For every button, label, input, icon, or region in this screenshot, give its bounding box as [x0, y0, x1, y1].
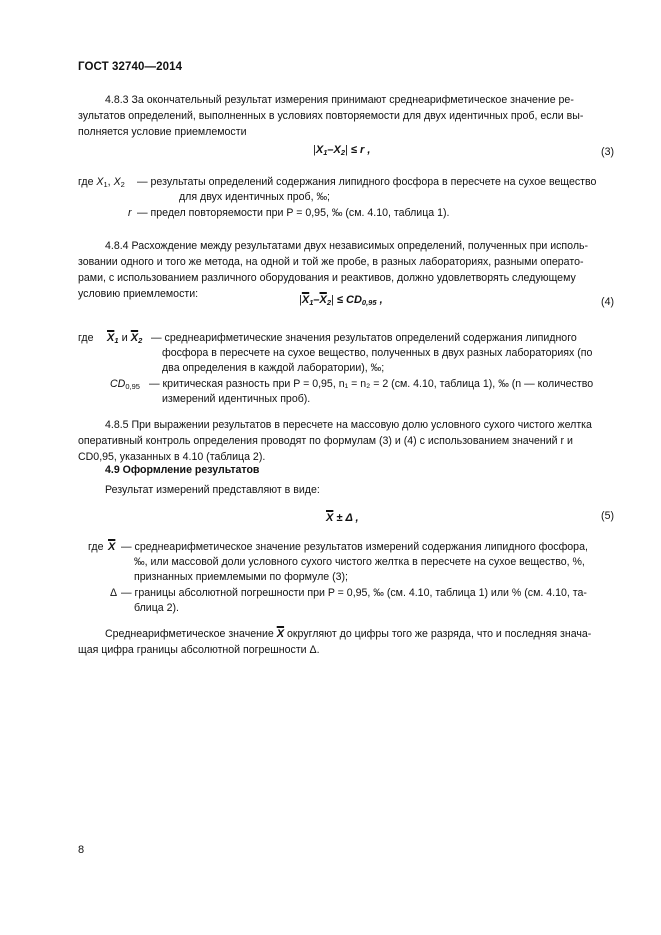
- text-line: CD0,95, указанных в 4.10 (таблица 2).: [78, 451, 266, 463]
- text-line: рами, с использованием различного оборудования и реактивов, должно удовлетворять следующему: [78, 272, 576, 284]
- text-line: 4.8.3 За окончательный результат измерения принимают среднеарифметическое значение ре-: [105, 94, 574, 106]
- definition-x-bar-cont: фосфора в пересчете на сухое вещество, полученных в двух разных лабораториях (по: [162, 347, 593, 359]
- text-line: зовании одного и того же метода, на одной и той же пробе, в разных лабораториях, разными операто-: [78, 256, 584, 268]
- definition-x-bar-result-cont: признанных приемлемыми по формуле (3);: [134, 571, 348, 583]
- where-lead-4: где: [78, 332, 94, 344]
- definition-x1-x2: — результаты определений содержания липидного фосфора в пересчете на сухое вещество: [137, 176, 597, 188]
- symbols-x1-x2-bar: $\overline{X}_1$ и $\overline{X}_2$: [107, 332, 143, 345]
- text-line: зультатов определений, выполненных в условиях повторяемости для двух идентичных проб, если вы-: [78, 110, 584, 122]
- symbol-r: r: [128, 207, 132, 219]
- formula-4: $|\overline{X}_1-\overline{X}_2| \le CD_{0,95}$ ,: [299, 294, 383, 307]
- section-title-4-9: 4.9 Оформление результатов: [105, 464, 260, 476]
- formula-5: $\overline{X} \pm \Delta$ ,: [326, 512, 359, 524]
- final-paragraph-line-2: щая цифра границы абсолютной погрешности Δ.: [78, 644, 320, 656]
- definition-x-bar-result-cont: ‰, или массовой доли условного сухого чистого желтка в пересчете на сухое вещество, %,: [134, 556, 585, 568]
- text-line: полняется условие приемлемости: [78, 126, 247, 138]
- definition-delta-cont: блица 2).: [134, 602, 179, 614]
- page-number: 8: [78, 844, 85, 856]
- symbol-cd: $CD_{0,95}$: [110, 378, 140, 391]
- symbol-x-bar: $\overline{X}$: [108, 541, 116, 553]
- equation-number-3: (3): [601, 146, 614, 158]
- definition-cd-cont: измерений идентичных проб).: [162, 393, 311, 405]
- text-line: 4.8.5 При выражении результатов в пересчете на массовую долю условного сухого чистого желтка: [105, 419, 592, 431]
- symbol-x-bar-inline: $\overline{X}$: [276, 628, 285, 640]
- equation-number-4: (4): [601, 296, 614, 308]
- final-paragraph-line-1: Среднеарифметическое значение $\overline{X}$ округляют до цифры того же разряда, что и последняя знача-: [105, 628, 592, 640]
- paragraph-4-8-4: [78, 238, 614, 302]
- definition-x-bar-result: — среднеарифметическое значение результатов измерений содержания липидного фосфора,: [121, 541, 588, 553]
- paragraph-4-8-5: [78, 417, 614, 465]
- definition-x-bar: — среднеарифметические значения результатов определений содержания липидного: [151, 332, 577, 344]
- definition-x-bar-cont: два определения в каждой лаборатории), ‰;: [162, 362, 385, 374]
- text-line: условию приемлемости:: [78, 288, 199, 300]
- text-line: 4.8.4 Расхождение между результатами двух независимых определений, полученных при исполь-: [105, 240, 589, 252]
- where-lead-3: где $X_1$, $X_2$: [78, 176, 125, 189]
- definition-delta: — границы абсолютной погрешности при P = 0,95, ‰ (см. 4.10, таблица 1) или % (см. 4.10, та-: [121, 587, 587, 599]
- definition-cd: — критическая разность при P = 0,95, n₁ = n₂ = 2 (см. 4.10, таблица 1), ‰ (n — количество: [149, 378, 594, 390]
- definition-r: — предел повторяемости при P = 0,95, ‰ (см. 4.10, таблица 1).: [137, 207, 450, 219]
- formula-3: $|X_1-X_2| \le r$ ,: [313, 144, 371, 157]
- definition-x1-x2-cont: для двух идентичных проб, ‰;: [179, 191, 331, 203]
- equation-number-5: (5): [601, 510, 614, 522]
- document-header: ГОСТ 32740—2014: [78, 61, 183, 73]
- paragraph-4-8-3: [78, 92, 614, 140]
- where-lead-5: где: [88, 541, 104, 553]
- section-intro: Результат измерений представляют в виде:: [105, 484, 320, 496]
- symbol-delta: Δ: [110, 587, 118, 599]
- text-line: оперативный контроль определения проводят по формулам (3) и (4) с использованием значений r и: [78, 435, 573, 447]
